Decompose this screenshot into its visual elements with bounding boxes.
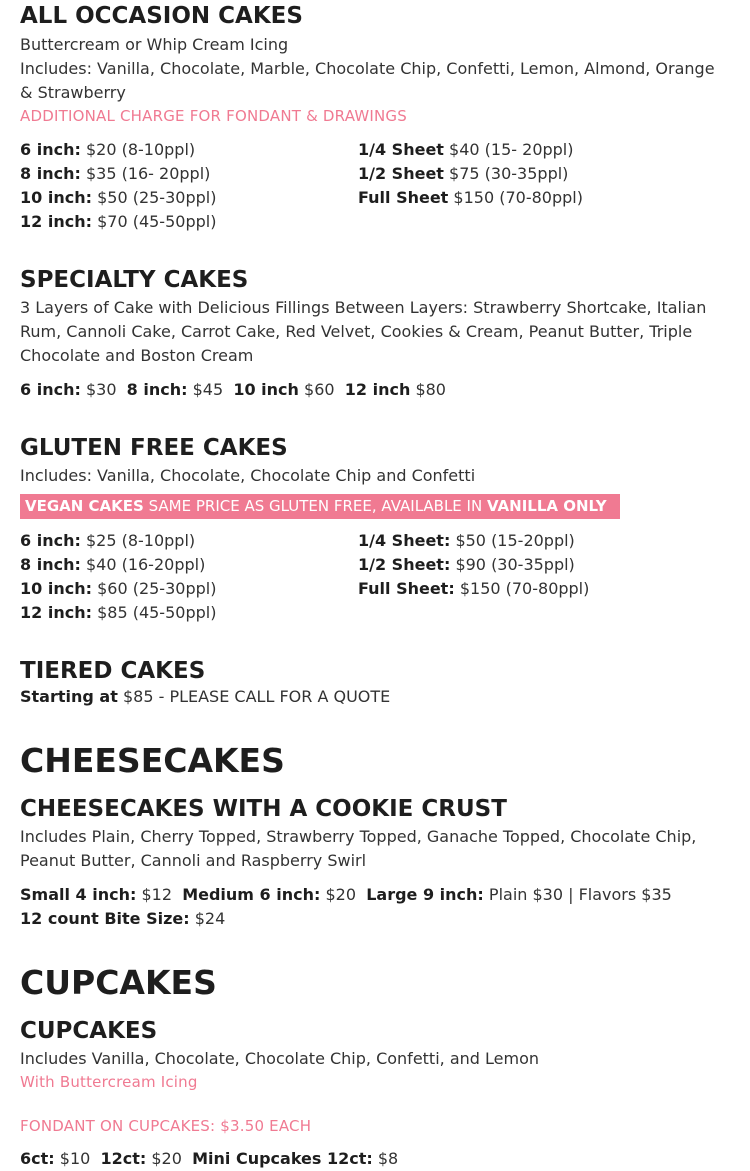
price-row: 1/4 Sheet: $50 (15-20ppl)	[358, 531, 575, 550]
all-occasion-section	[20, 0, 303, 32]
price-row: 6 inch: $20 (8-10ppl)	[20, 140, 196, 159]
gluten-free-round-prices	[20, 529, 358, 625]
cupcakes-icing: With Buttercream Icing	[20, 1073, 198, 1091]
all-occasion-includes: Includes: Vanilla, Chocolate, Marble, Chocolate Chip, Confetti, Lemon, Almond, Orange & Strawberry	[20, 59, 715, 102]
price-row: 6 inch: $25 (8-10ppl)	[20, 531, 196, 550]
cheesecakes-bite-size: 12 count Bite Size: $24	[20, 909, 226, 928]
cheesecakes-prices: Small 4 inch: $12 Medium 6 inch: $20 Large 9 inch: Plain $30 | Flavors $35	[20, 885, 672, 904]
gluten-free-title: GLUTEN FREE CAKES	[20, 435, 288, 461]
price-row: 1/2 Sheet $75 (30-35ppl)	[358, 164, 569, 183]
gluten-free-price-grid	[20, 529, 730, 625]
all-occasion-title: ALL OCCASION CAKES	[20, 3, 303, 29]
all-occasion-price-grid	[20, 138, 730, 234]
price-row: 10 inch: $60 (25-30ppl)	[20, 579, 217, 598]
specialty-prices: 6 inch: $30 8 inch: $45 10 inch $60 12 inch $80	[20, 380, 446, 399]
tiered-title: TIERED CAKES	[20, 658, 206, 684]
all-occasion-fondant-note: ADDITIONAL CHARGE FOR FONDANT & DRAWINGS	[20, 107, 407, 125]
price-row: 1/2 Sheet: $90 (30-35ppl)	[358, 555, 575, 574]
cupcakes-section	[20, 963, 217, 1003]
tiered-price: Starting at $85 - PLEASE CALL FOR A QUOTE	[20, 687, 391, 706]
vegan-banner: VEGAN CAKES SAME PRICE AS GLUTEN FREE, AVAILABLE IN VANILLA ONLY	[20, 494, 620, 519]
gluten-free-includes: Includes: Vanilla, Chocolate, Chocolate Chip and Confetti	[20, 466, 476, 485]
cupcakes-includes: Includes Vanilla, Chocolate, Chocolate Chip, Confetti, and Lemon	[20, 1049, 539, 1068]
all-occasion-round-prices	[20, 138, 358, 234]
gluten-free-section	[20, 432, 288, 464]
specialty-description: 3 Layers of Cake with Delicious Fillings Between Layers: Strawberry Shortcake, Italian Rum, Cannoli Cake, Carrot Cake, Red Velvet, Cookies & Cream, Peanut Butter, Triple Chocolate and Boston Cream	[20, 298, 707, 365]
cupcakes-title: CUPCAKES	[20, 1018, 158, 1044]
cheesecakes-heading: CHEESECAKES	[20, 741, 285, 780]
price-row: 10 inch: $50 (25-30ppl)	[20, 188, 217, 207]
price-row: 8 inch: $35 (16- 20ppl)	[20, 164, 211, 183]
price-row: Full Sheet $150 (70-80ppl)	[358, 188, 583, 207]
cupcakes-heading: CUPCAKES	[20, 963, 217, 1002]
all-occasion-icing: Buttercream or Whip Cream Icing	[20, 35, 289, 54]
all-occasion-sheet-prices	[358, 138, 730, 234]
price-row: 12 inch: $70 (45-50ppl)	[20, 212, 217, 231]
price-row: Full Sheet: $150 (70-80ppl)	[358, 579, 590, 598]
price-row: 1/4 Sheet $40 (15- 20ppl)	[358, 140, 574, 159]
cheesecakes-description: Includes Plain, Cherry Topped, Strawberry Topped, Ganache Topped, Chocolate Chip, Peanut Butter, Cannoli and Raspberry Swirl	[20, 827, 697, 870]
cupcakes-fondant-note: FONDANT ON CUPCAKES: $3.50 EACH	[20, 1117, 312, 1135]
tiered-section	[20, 655, 205, 687]
cheesecakes-section	[20, 741, 285, 781]
cupcakes-prices: 6ct: $10 12ct: $20 Mini Cupcakes 12ct: $8	[20, 1149, 399, 1168]
specialty-title: SPECIALTY CAKES	[20, 267, 249, 293]
price-row: 12 inch: $85 (45-50ppl)	[20, 603, 217, 622]
price-row: 8 inch: $40 (16-20ppl)	[20, 555, 206, 574]
gluten-free-sheet-prices	[358, 529, 730, 625]
specialty-section	[20, 264, 248, 296]
cheesecakes-title: CHEESECAKES WITH A COOKIE CRUST	[20, 796, 507, 822]
